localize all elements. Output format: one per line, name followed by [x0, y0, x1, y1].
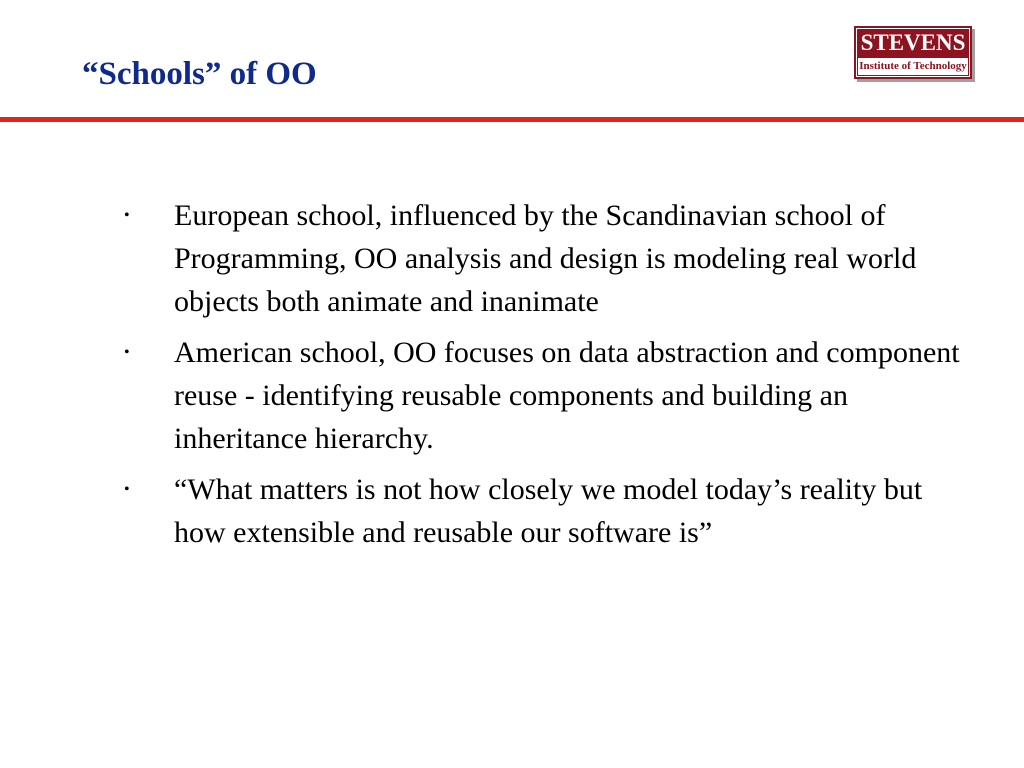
bullet-item-quote: [120, 468, 980, 554]
bullet-item-european-school: [120, 194, 980, 323]
bullet-item-american-school: [120, 331, 980, 460]
logo-name: STEVENS: [860, 30, 966, 55]
title-divider: [0, 117, 1024, 122]
bullet-icon: •: [124, 481, 130, 498]
bullet-icon: •: [124, 344, 130, 361]
bullet-text: European school, influenced by the Scandinavian school of Programming, OO analysis and design is modeling real world objects both animate and inanimate: [174, 199, 917, 318]
bullet-text: “What matters is not how closely we model today’s reality but how extensible and reusable our software is”: [174, 473, 923, 549]
stevens-logo: [854, 26, 972, 79]
logo-border: [856, 28, 970, 77]
slide-title: “Schools” of OO: [82, 56, 317, 92]
bullet-text: American school, OO focuses on data abstraction and component reuse - identifying reusable components and building an inheritance hierarchy.: [174, 336, 960, 455]
bullet-icon: •: [124, 207, 130, 224]
logo-subtitle: Institute of Technology: [858, 58, 968, 75]
bullet-list: [120, 194, 980, 562]
